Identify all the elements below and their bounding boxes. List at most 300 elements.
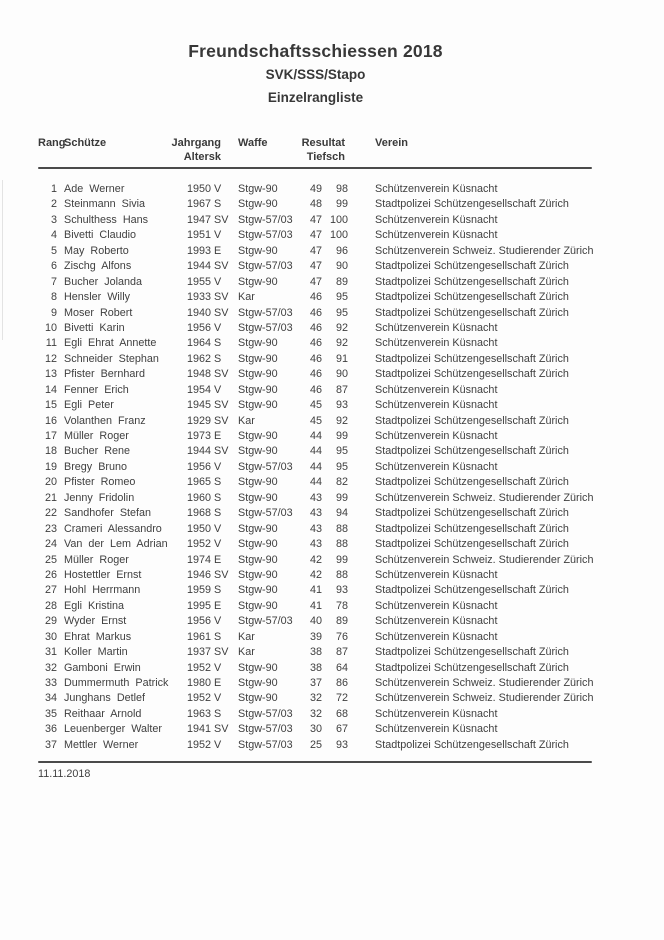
cell-jahrgang: 1951 [186, 229, 211, 242]
cell-tiefsch: 93 [335, 738, 348, 751]
cell-jahrgang: 1955 [186, 275, 211, 288]
cell-resultat: 43 [309, 522, 322, 535]
cell-verein: Schützenverein Küsnacht [375, 599, 498, 612]
cell-jahrgang: 1993 [186, 244, 211, 257]
cell-schuetze: Schneider Stephan [64, 352, 159, 365]
cell-resultat: 32 [309, 707, 322, 720]
cell-schuetze: Müller Roger [64, 553, 129, 566]
cell-resultat: 44 [309, 476, 322, 489]
cell-rang: 2 [50, 198, 57, 211]
cell-rang: 11 [45, 337, 57, 350]
cell-tiefsch: 92 [335, 321, 348, 334]
cell-waffe: Stgw-90 [238, 568, 278, 581]
table-row [0, 213, 664, 228]
cell-resultat: 43 [309, 538, 322, 551]
cell-verein: Stadtpolizei Schützengesellschaft Zürich [375, 352, 569, 365]
cell-altersk: SV [214, 291, 229, 304]
cell-waffe: Stgw-90 [238, 399, 278, 412]
cell-waffe: Stgw-90 [238, 522, 278, 535]
cell-altersk: SV [214, 646, 229, 659]
cell-altersk: SV [214, 414, 229, 427]
cell-rang: 20 [44, 476, 57, 489]
cell-jahrgang: 1933 [186, 291, 211, 304]
cell-resultat: 46 [309, 306, 322, 319]
cell-tiefsch: 82 [335, 476, 348, 489]
cell-schuetze: Jenny Fridolin [64, 491, 135, 504]
cell-resultat: 30 [309, 723, 322, 736]
cell-resultat: 39 [309, 630, 322, 643]
column-header-waffe: Waffe [238, 137, 268, 149]
cell-waffe: Stgw-90 [238, 244, 278, 257]
column-header-jahrgang: Jahrgang [171, 137, 221, 149]
table-row [0, 244, 664, 259]
table-row [0, 491, 664, 506]
cell-verein: Stadtpolizei Schützengesellschaft Zürich [375, 445, 569, 458]
cell-waffe: Stgw-57/03 [238, 321, 293, 334]
cell-verein: Stadtpolizei Schützengesellschaft Zürich [375, 260, 569, 273]
cell-altersk: V [214, 538, 222, 551]
cell-verein: Schützenverein Küsnacht [375, 383, 498, 396]
cell-tiefsch: 89 [335, 275, 348, 288]
cell-jahrgang: 1945 [186, 399, 211, 412]
cell-waffe: Kar [238, 630, 255, 643]
cell-verein: Stadtpolizei Schützengesellschaft Zürich [375, 476, 569, 489]
cell-rang: 17 [44, 430, 57, 442]
cell-schuetze: Van der Lem Adrian [64, 538, 168, 551]
cell-altersk: S [214, 630, 222, 643]
table-row [0, 475, 664, 490]
cell-schuetze: Bivetti Claudio [64, 229, 137, 242]
document-subtitle: SVK/SSS/Stapo [265, 67, 366, 82]
cell-waffe: Stgw-90 [238, 599, 278, 612]
table-row [0, 722, 664, 737]
cell-tiefsch: 88 [335, 522, 348, 535]
table-row [0, 414, 664, 429]
cell-schuetze: Hohl Herrmann [64, 584, 141, 597]
cell-waffe: Kar [238, 291, 255, 304]
cell-rang: 15 [44, 399, 57, 412]
cell-rang: 21 [44, 491, 57, 504]
cell-rang: 9 [50, 306, 57, 319]
cell-resultat: 44 [309, 445, 322, 458]
cell-jahrgang: 1952 [186, 692, 211, 705]
cell-resultat: 47 [309, 260, 322, 273]
table-row [0, 676, 664, 691]
table-row [0, 738, 664, 753]
cell-altersk: V [214, 275, 222, 288]
cell-rang: 36 [44, 723, 57, 736]
cell-schuetze: Moser Robert [64, 306, 133, 319]
table-row [0, 614, 664, 629]
table-row [0, 259, 664, 274]
table-row [0, 707, 664, 722]
cell-waffe: Stgw-57/03 [238, 707, 293, 720]
cell-rang: 1 [50, 183, 57, 195]
cell-tiefsch: 87 [335, 646, 348, 659]
cell-schuetze: Volanthen Franz [64, 414, 146, 427]
cell-verein: Schützenverein Schweiz. Studierender Zürich [375, 553, 594, 566]
cell-schuetze: Koller Martin [64, 646, 128, 659]
cell-altersk: V [214, 738, 222, 751]
cell-verein: Schützenverein Schweiz. Studierender Zürich [375, 677, 594, 689]
cell-jahrgang: 1940 [186, 306, 211, 319]
cell-tiefsch: 99 [335, 198, 348, 211]
cell-jahrgang: 1929 [186, 414, 211, 427]
cell-tiefsch: 99 [335, 491, 348, 504]
cell-resultat: 49 [309, 183, 322, 195]
cell-schuetze: Bregy Bruno [64, 460, 128, 473]
table-row [0, 583, 664, 598]
cell-altersk: V [214, 183, 222, 195]
cell-tiefsch: 95 [335, 460, 348, 473]
cell-jahrgang: 1961 [186, 630, 211, 643]
cell-jahrgang: 1954 [186, 383, 211, 396]
cell-resultat: 46 [309, 352, 322, 365]
cell-verein: Schützenverein Küsnacht [375, 321, 498, 334]
cell-tiefsch: 86 [335, 677, 348, 689]
cell-verein: Stadtpolizei Schützengesellschaft Zürich [375, 522, 569, 535]
cell-tiefsch: 100 [329, 213, 348, 226]
cell-jahrgang: 1965 [186, 476, 211, 489]
cell-jahrgang: 1967 [186, 198, 211, 211]
cell-rang: 7 [50, 275, 57, 288]
cell-resultat: 41 [309, 599, 322, 612]
cell-resultat: 47 [309, 229, 322, 242]
table-row [0, 429, 664, 444]
cell-altersk: S [214, 352, 222, 365]
cell-rang: 8 [50, 291, 57, 304]
cell-altersk: E [214, 599, 222, 612]
cell-schuetze: Bucher Jolanda [64, 275, 143, 288]
cell-schuetze: Pfister Romeo [64, 476, 136, 489]
cell-schuetze: Reithaar Arnold [64, 707, 142, 720]
cell-tiefsch: 92 [335, 337, 348, 350]
table-row [0, 553, 664, 568]
cell-jahrgang: 1973 [186, 430, 211, 442]
cell-rang: 23 [44, 522, 57, 535]
cell-verein: Stadtpolizei Schützengesellschaft Zürich [375, 661, 569, 674]
cell-resultat: 45 [309, 399, 322, 412]
cell-waffe: Stgw-90 [238, 368, 278, 381]
cell-altersk: V [214, 321, 222, 334]
cell-schuetze: Fenner Erich [64, 383, 129, 396]
cell-altersk: S [214, 198, 222, 211]
cell-jahrgang: 1962 [186, 352, 211, 365]
cell-schuetze: Wyder Ernst [64, 615, 127, 628]
cell-jahrgang: 1952 [186, 661, 211, 674]
cell-waffe: Stgw-57/03 [238, 213, 293, 226]
table-row [0, 568, 664, 583]
cell-jahrgang: 1944 [186, 260, 211, 273]
cell-altersk: SV [214, 260, 229, 273]
cell-altersk: V [214, 460, 222, 473]
table-row [0, 306, 664, 321]
cell-verein: Schützenverein Schweiz. Studierender Zürich [375, 244, 594, 257]
table-row [0, 367, 664, 382]
cell-tiefsch: 88 [335, 568, 348, 581]
cell-jahrgang: 1956 [186, 615, 211, 628]
cell-altersk: SV [214, 445, 229, 458]
cell-tiefsch: 96 [335, 244, 348, 257]
cell-verein: Schützenverein Küsnacht [375, 615, 498, 628]
table-row [0, 182, 664, 197]
cell-rang: 37 [44, 738, 57, 751]
cell-tiefsch: 93 [335, 584, 348, 597]
cell-schuetze: Bivetti Karin [64, 321, 125, 334]
cell-verein: Stadtpolizei Schützengesellschaft Zürich [375, 414, 569, 427]
cell-tiefsch: 99 [335, 553, 348, 566]
column-header-altersk: Altersk [183, 151, 221, 163]
column-header-jahrgang-altersk [150, 136, 221, 164]
cell-waffe: Stgw-57/03 [238, 306, 293, 319]
cell-verein: Schützenverein Küsnacht [375, 229, 498, 242]
cell-altersk: E [214, 553, 222, 566]
cell-verein: Schützenverein Küsnacht [375, 568, 498, 581]
table-row [0, 228, 664, 243]
cell-verein: Schützenverein Küsnacht [375, 630, 498, 643]
results-table-body [0, 182, 664, 753]
cell-schuetze: Junghans Detlef [64, 692, 146, 705]
cell-schuetze: Sandhofer Stefan [64, 507, 152, 520]
cell-resultat: 47 [309, 275, 322, 288]
cell-rang: 34 [44, 692, 57, 705]
cell-jahrgang: 1941 [186, 723, 211, 736]
cell-rang: 24 [44, 538, 57, 551]
cell-resultat: 37 [309, 677, 322, 689]
cell-schuetze: Hensler Willy [64, 291, 130, 304]
cell-schuetze: Bucher Rene [64, 445, 131, 458]
cell-rang: 27 [44, 584, 57, 597]
cell-schuetze: Mettler Werner [64, 738, 139, 751]
cell-waffe: Stgw-90 [238, 383, 278, 396]
cell-tiefsch: 93 [335, 399, 348, 412]
cell-tiefsch: 99 [335, 430, 348, 442]
cell-waffe: Kar [238, 414, 255, 427]
cell-jahrgang: 1964 [186, 337, 211, 350]
cell-altersk: SV [214, 368, 229, 381]
table-row [0, 522, 664, 537]
cell-jahrgang: 1968 [186, 507, 211, 520]
cell-verein: Schützenverein Küsnacht [375, 723, 498, 736]
cell-verein: Stadtpolizei Schützengesellschaft Zürich [375, 507, 569, 520]
cell-waffe: Stgw-90 [238, 538, 278, 551]
cell-resultat: 45 [309, 414, 322, 427]
cell-rang: 10 [44, 321, 57, 334]
cell-altersk: SV [214, 568, 229, 581]
cell-tiefsch: 87 [335, 383, 348, 396]
cell-rang: 3 [50, 213, 57, 226]
cell-waffe: Stgw-57/03 [238, 260, 293, 273]
cell-jahrgang: 1960 [186, 491, 211, 504]
cell-verein: Schützenverein Küsnacht [375, 183, 498, 195]
report-date: 11.11.2018 [38, 768, 91, 780]
cell-schuetze: Leuenberger Walter [64, 723, 163, 736]
cell-jahrgang: 1959 [186, 584, 211, 597]
cell-waffe: Stgw-57/03 [238, 460, 293, 473]
cell-jahrgang: 1952 [186, 738, 211, 751]
cell-waffe: Stgw-57/03 [238, 229, 293, 242]
cell-resultat: 46 [309, 368, 322, 381]
column-header-tiefsch: Tiefsch [306, 151, 345, 163]
cell-rang: 12 [44, 352, 57, 365]
cell-altersk: S [214, 584, 222, 597]
cell-rang: 18 [44, 445, 57, 458]
cell-altersk: S [214, 476, 222, 489]
cell-resultat: 43 [309, 507, 322, 520]
cell-altersk: E [214, 244, 222, 257]
cell-jahrgang: 1944 [186, 445, 211, 458]
cell-resultat: 38 [309, 661, 322, 674]
cell-waffe: Stgw-90 [238, 692, 278, 705]
cell-verein: Stadtpolizei Schützengesellschaft Zürich [375, 584, 569, 597]
column-header-rang: Rang [38, 137, 66, 149]
cell-schuetze: Hostettler Ernst [64, 568, 142, 581]
column-header-resultat-tiefsch [270, 136, 345, 164]
cell-schuetze: Steinmann Sivia [64, 198, 146, 211]
document-list-type: Einzelrangliste [267, 90, 364, 105]
cell-verein: Schützenverein Schweiz. Studierender Zürich [375, 491, 594, 504]
cell-altersk: V [214, 692, 222, 705]
cell-waffe: Stgw-90 [238, 553, 278, 566]
cell-schuetze: Ehrat Markus [64, 630, 132, 643]
cell-waffe: Stgw-90 [238, 677, 278, 689]
cell-rang: 14 [44, 383, 57, 396]
cell-tiefsch: 68 [335, 707, 348, 720]
cell-schuetze: Ade Werner [64, 183, 125, 195]
cell-resultat: 43 [309, 491, 322, 504]
cell-schuetze: Egli Kristina [64, 599, 125, 612]
cell-jahrgang: 1956 [186, 321, 211, 334]
cell-waffe: Kar [238, 646, 255, 659]
cell-resultat: 38 [309, 646, 322, 659]
table-row [0, 460, 664, 475]
cell-waffe: Stgw-90 [238, 445, 278, 458]
cell-altersk: V [214, 522, 222, 535]
cell-jahrgang: 1937 [186, 646, 211, 659]
cell-waffe: Stgw-90 [238, 476, 278, 489]
cell-resultat: 44 [309, 460, 322, 473]
cell-waffe: Stgw-57/03 [238, 723, 293, 736]
cell-altersk: SV [214, 399, 229, 412]
cell-tiefsch: 76 [335, 630, 348, 643]
cell-rang: 5 [50, 244, 57, 257]
cell-waffe: Stgw-90 [238, 198, 278, 211]
cell-waffe: Stgw-90 [238, 491, 278, 504]
cell-resultat: 40 [309, 615, 322, 628]
cell-rang: 32 [44, 661, 57, 674]
cell-waffe: Stgw-90 [238, 661, 278, 674]
table-row [0, 275, 664, 290]
cell-schuetze: May Roberto [64, 244, 129, 257]
cell-rang: 4 [50, 229, 57, 242]
cell-jahrgang: 1950 [186, 183, 211, 195]
table-row [0, 352, 664, 367]
cell-jahrgang: 1946 [186, 568, 211, 581]
column-header-verein: Verein [375, 137, 409, 149]
cell-waffe: Stgw-57/03 [238, 507, 293, 520]
cell-schuetze: Gamboni Erwin [64, 661, 141, 674]
page-title: Freundschaftsschiessen 2018 [188, 41, 443, 61]
column-header-schuetze: Schütze [64, 137, 107, 149]
cell-schuetze: Egli Peter [64, 399, 114, 412]
cell-altersk: SV [214, 213, 229, 226]
cell-jahrgang: 1948 [186, 368, 211, 381]
cell-verein: Schützenverein Schweiz. Studierender Zürich [375, 692, 594, 705]
cell-verein: Schützenverein Küsnacht [375, 707, 498, 720]
cell-schuetze: Pfister Bernhard [64, 368, 146, 381]
cell-tiefsch: 90 [335, 260, 348, 273]
cell-schuetze: Zischg Alfons [64, 260, 132, 273]
cell-altersk: S [214, 337, 222, 350]
cell-resultat: 46 [309, 337, 322, 350]
cell-verein: Stadtpolizei Schützengesellschaft Zürich [375, 646, 569, 659]
cell-resultat: 46 [309, 321, 322, 334]
cell-schuetze: Müller Roger [64, 430, 129, 442]
cell-jahrgang: 1995 [186, 599, 211, 612]
cell-verein: Schützenverein Küsnacht [375, 399, 498, 412]
cell-rang: 6 [50, 260, 57, 273]
cell-tiefsch: 94 [335, 507, 348, 520]
cell-verein: Stadtpolizei Schützengesellschaft Zürich [375, 198, 569, 211]
cell-resultat: 47 [309, 213, 322, 226]
cell-rang: 22 [44, 507, 57, 520]
table-row [0, 444, 664, 459]
cell-resultat: 42 [309, 553, 322, 566]
table-row [0, 661, 664, 676]
table-row [0, 398, 664, 413]
cell-tiefsch: 95 [335, 291, 348, 304]
cell-schuetze: Crameri Alessandro [64, 522, 162, 535]
cell-tiefsch: 100 [329, 229, 348, 242]
table-row [0, 691, 664, 706]
table-row [0, 630, 664, 645]
cell-jahrgang: 1974 [186, 553, 211, 566]
footer-divider-line [38, 761, 592, 763]
table-row [0, 537, 664, 552]
cell-resultat: 44 [309, 430, 322, 442]
table-row [0, 645, 664, 660]
cell-waffe: Stgw-90 [238, 430, 278, 442]
cell-resultat: 32 [309, 692, 322, 705]
cell-jahrgang: 1980 [186, 677, 211, 689]
cell-tiefsch: 78 [335, 599, 348, 612]
cell-resultat: 25 [309, 738, 322, 751]
cell-rang: 28 [44, 599, 57, 612]
cell-altersk: SV [214, 306, 229, 319]
cell-schuetze: Schulthess Hans [64, 213, 149, 226]
cell-waffe: Stgw-90 [238, 183, 278, 195]
cell-verein: Schützenverein Küsnacht [375, 430, 498, 442]
cell-waffe: Stgw-57/03 [238, 615, 293, 628]
cell-waffe: Stgw-57/03 [238, 738, 293, 751]
cell-altersk: S [214, 707, 222, 720]
cell-altersk: V [214, 661, 222, 674]
cell-waffe: Stgw-90 [238, 337, 278, 350]
cell-waffe: Stgw-90 [238, 584, 278, 597]
cell-verein: Schützenverein Küsnacht [375, 337, 498, 350]
cell-tiefsch: 95 [335, 306, 348, 319]
cell-tiefsch: 64 [335, 661, 348, 674]
cell-waffe: Stgw-90 [238, 352, 278, 365]
cell-rang: 33 [44, 677, 57, 689]
cell-rang: 19 [44, 460, 57, 473]
cell-altersk: E [214, 430, 222, 442]
cell-tiefsch: 98 [335, 183, 348, 195]
cell-tiefsch: 67 [335, 723, 348, 736]
cell-rang: 29 [44, 615, 57, 628]
cell-tiefsch: 90 [335, 368, 348, 381]
cell-altersk: SV [214, 723, 229, 736]
